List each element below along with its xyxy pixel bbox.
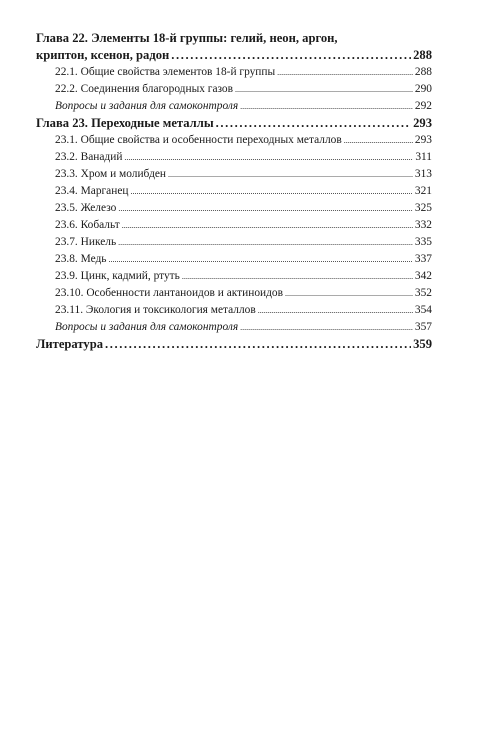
toc-leader xyxy=(240,320,413,336)
toc-item-title: 23.9. Цинк, кадмий, ртуть xyxy=(55,270,180,282)
toc-leader xyxy=(240,99,413,115)
toc-page-number: 321 xyxy=(414,185,432,197)
toc-item-23-4[interactable] xyxy=(36,183,432,200)
toc-leader xyxy=(285,286,413,302)
toc-page-number: 288 xyxy=(413,48,432,62)
toc-page-number: 290 xyxy=(414,83,432,95)
toc-item-23-9[interactable] xyxy=(36,268,432,285)
toc-literature-title: Литература xyxy=(36,337,104,351)
toc-page-number: 357 xyxy=(414,321,432,333)
toc-item-title: 22.2. Соединения благородных газов xyxy=(55,83,234,95)
toc-page-number: 293 xyxy=(414,134,432,146)
toc-leader xyxy=(122,218,413,234)
toc-page-number: 292 xyxy=(414,100,432,112)
toc-item-title: 22.1. Общие свойства элементов 18-й группы xyxy=(55,66,276,78)
toc-page-number: 311 xyxy=(415,151,432,163)
toc-leader xyxy=(130,184,412,200)
toc-item-title: Вопросы и задания для самоконтроля xyxy=(55,100,239,112)
toc-leader xyxy=(344,133,413,149)
toc-item-title: 23.1. Общие свойства и особенности переходных металлов xyxy=(55,134,342,146)
toc-chapter-22-line2: криптон, ксенон, радон xyxy=(36,48,170,62)
toc-leader xyxy=(118,235,413,251)
toc-item-23-questions[interactable] xyxy=(36,319,432,336)
toc-item-title: Вопросы и задания для самоконтроля xyxy=(55,321,239,333)
toc-chapter-23[interactable] xyxy=(36,115,432,132)
toc-chapter-22[interactable] xyxy=(36,47,432,64)
toc-leader xyxy=(277,65,413,81)
toc-leader xyxy=(171,47,411,64)
toc-item-23-3[interactable] xyxy=(36,166,432,183)
toc-leader xyxy=(124,150,413,166)
toc-page-number: 313 xyxy=(414,168,432,180)
toc-page-number: 325 xyxy=(414,202,432,214)
toc-item-23-7[interactable] xyxy=(36,234,432,251)
toc-page-number: 288 xyxy=(414,66,432,78)
toc-item-23-10[interactable] xyxy=(36,285,432,302)
toc-chapter-22-line1: Глава 22. Элементы 18-й группы: гелий, неон, аргон, xyxy=(36,31,338,45)
toc-item-22-2[interactable] xyxy=(36,81,432,98)
toc-item-title: 23.8. Медь xyxy=(55,253,107,265)
toc-item-title: 23.6. Кобальт xyxy=(55,219,120,231)
toc-leader xyxy=(258,303,413,319)
toc-page-number: 352 xyxy=(414,287,432,299)
toc-leader xyxy=(235,82,413,98)
toc-item-22-1[interactable] xyxy=(36,64,432,81)
toc-item-title: 23.2. Ванадий xyxy=(55,151,123,163)
toc-page-number: 354 xyxy=(414,304,432,316)
toc-page-number: 293 xyxy=(413,116,432,130)
toc-item-title: 23.4. Марганец xyxy=(55,185,129,197)
toc-chapter-23-title: Глава 23. Переходные металлы xyxy=(36,116,214,130)
toc-item-title: 23.5. Железо xyxy=(55,202,117,214)
toc-item-title: 23.7. Никель xyxy=(55,236,117,248)
toc-page-number: 332 xyxy=(414,219,432,231)
toc-leader xyxy=(168,167,413,183)
toc-item-23-8[interactable] xyxy=(36,251,432,268)
toc-item-23-2[interactable] xyxy=(36,149,432,166)
toc-leader xyxy=(182,269,413,285)
toc-page-number: 335 xyxy=(414,236,432,248)
toc-leader xyxy=(105,336,411,353)
toc-item-23-6[interactable] xyxy=(36,217,432,234)
toc-item-23-11[interactable] xyxy=(36,302,432,319)
toc-literature[interactable] xyxy=(36,336,432,353)
toc-chapter-22-heading xyxy=(36,30,432,47)
toc-page-number: 337 xyxy=(414,253,432,265)
toc-item-22-questions[interactable] xyxy=(36,98,432,115)
toc-leader xyxy=(118,201,413,217)
toc-page-number: 342 xyxy=(414,270,432,282)
toc-item-23-5[interactable] xyxy=(36,200,432,217)
toc-item-title: 23.11. Экология и токсикология металлов xyxy=(55,304,256,316)
toc-leader xyxy=(216,115,411,132)
toc-item-title: 23.10. Особенности лантаноидов и актиноидов xyxy=(55,287,283,299)
toc-page-number: 359 xyxy=(413,337,432,351)
toc-leader xyxy=(109,252,413,268)
table-of-contents xyxy=(36,30,432,353)
toc-item-23-1[interactable] xyxy=(36,132,432,149)
toc-item-title: 23.3. Хром и молибден xyxy=(55,168,167,180)
